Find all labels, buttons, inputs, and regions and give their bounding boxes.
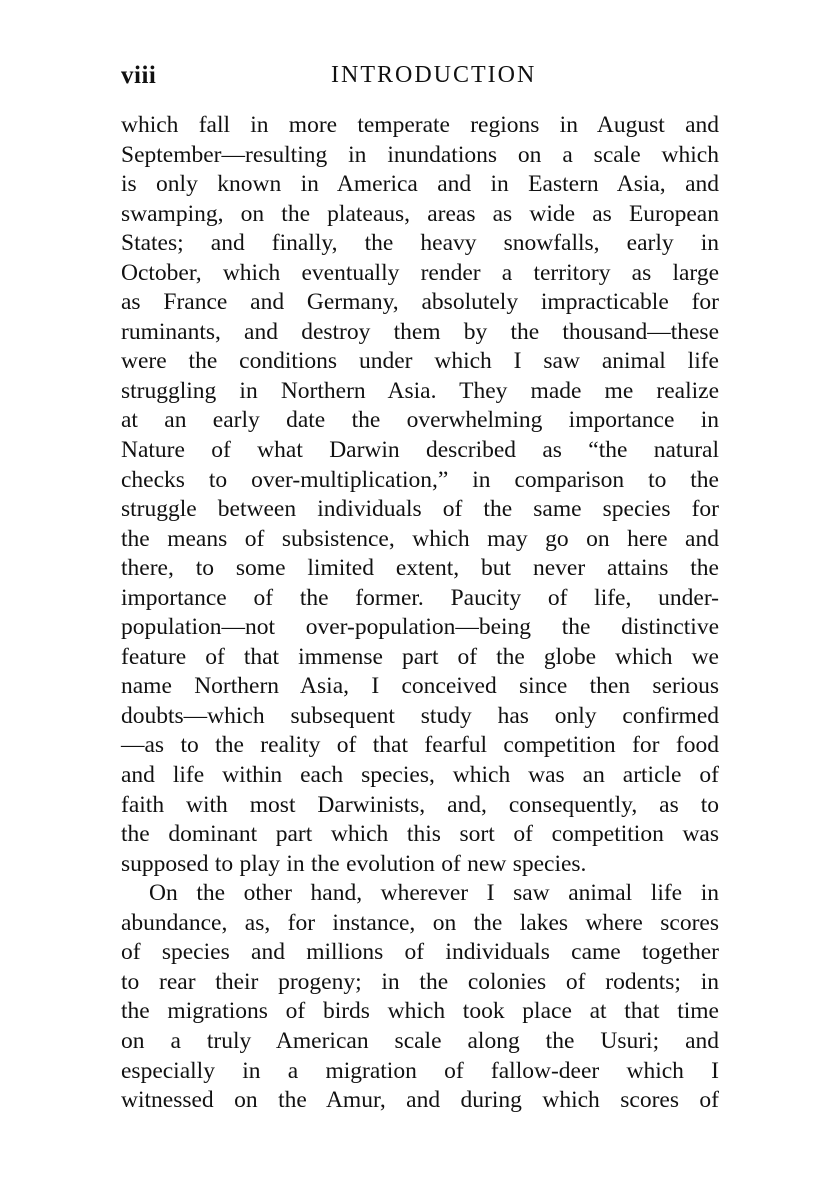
text-line: faith with most Darwinists, and, consequently, as to <box>121 791 719 818</box>
page-header <box>121 62 719 96</box>
text-line: importance of the former. Paucity of life, under- <box>121 584 719 611</box>
paragraph-end-line: supposed to play in the evolution of new species. <box>121 850 587 877</box>
text-line: October, which eventually render a territory as large <box>121 259 719 286</box>
text-line: swamping, on the plateaus, areas as wide as European <box>121 200 719 227</box>
text-line: were the conditions under which I saw animal life <box>121 348 719 375</box>
text-line: abundance, as, for instance, on the lakes where scores <box>121 909 719 936</box>
text-line: especially in a migration of fallow-deer which I <box>121 1057 719 1084</box>
page-number: viii <box>121 62 157 89</box>
paragraph-start-line: On the other hand, wherever I saw animal life in <box>149 880 719 907</box>
running-head: INTRODUCTION <box>331 62 537 88</box>
text-line: the migrations of birds which took place at that time <box>121 998 719 1025</box>
text-line: checks to over-multiplication,” in comparison to the <box>121 466 719 493</box>
text-line: at an early date the overwhelming importance in <box>121 407 719 434</box>
text-line: States; and finally, the heavy snowfalls, early in <box>121 230 719 257</box>
text-line: name Northern Asia, I conceived since then serious <box>121 673 719 700</box>
text-line: to rear their progeny; in the colonies of rodents; in <box>121 968 719 995</box>
text-line: as France and Germany, absolutely impracticable for <box>121 289 719 316</box>
text-line: the dominant part which this sort of competition was <box>121 821 719 848</box>
text-line: which fall in more temperate regions in August and <box>121 112 719 138</box>
body-text <box>121 111 719 1116</box>
text-line: —as to the reality of that fearful competition for food <box>121 732 719 759</box>
text-line: September—resulting in inundations on a scale which <box>121 141 719 168</box>
text-line: on a truly American scale along the Usuri; and <box>121 1027 719 1054</box>
text-line: doubts—which subsequent study has only confirmed <box>121 702 719 729</box>
text-line: there, to some limited extent, but never attains the <box>121 555 719 582</box>
text-line: is only known in America and in Eastern Asia, and <box>121 171 719 198</box>
text-line: and life within each species, which was an article of <box>121 762 719 789</box>
text-line: witnessed on the Amur, and during which scores of <box>121 1087 719 1114</box>
text-line: ruminants, and destroy them by the thousand—these <box>121 318 719 345</box>
text-line: the means of subsistence, which may go on here and <box>121 525 719 552</box>
text-line: struggling in Northern Asia. They made me realize <box>121 377 719 404</box>
text-line: feature of that immense part of the globe which we <box>121 643 719 670</box>
text-line: population—not over-population—being the distinctive <box>121 614 719 641</box>
text-line: of species and millions of individuals came together <box>121 939 719 966</box>
text-line: Nature of what Darwin described as “the natural <box>121 437 719 464</box>
text-line: struggle between individuals of the same species for <box>121 496 719 523</box>
